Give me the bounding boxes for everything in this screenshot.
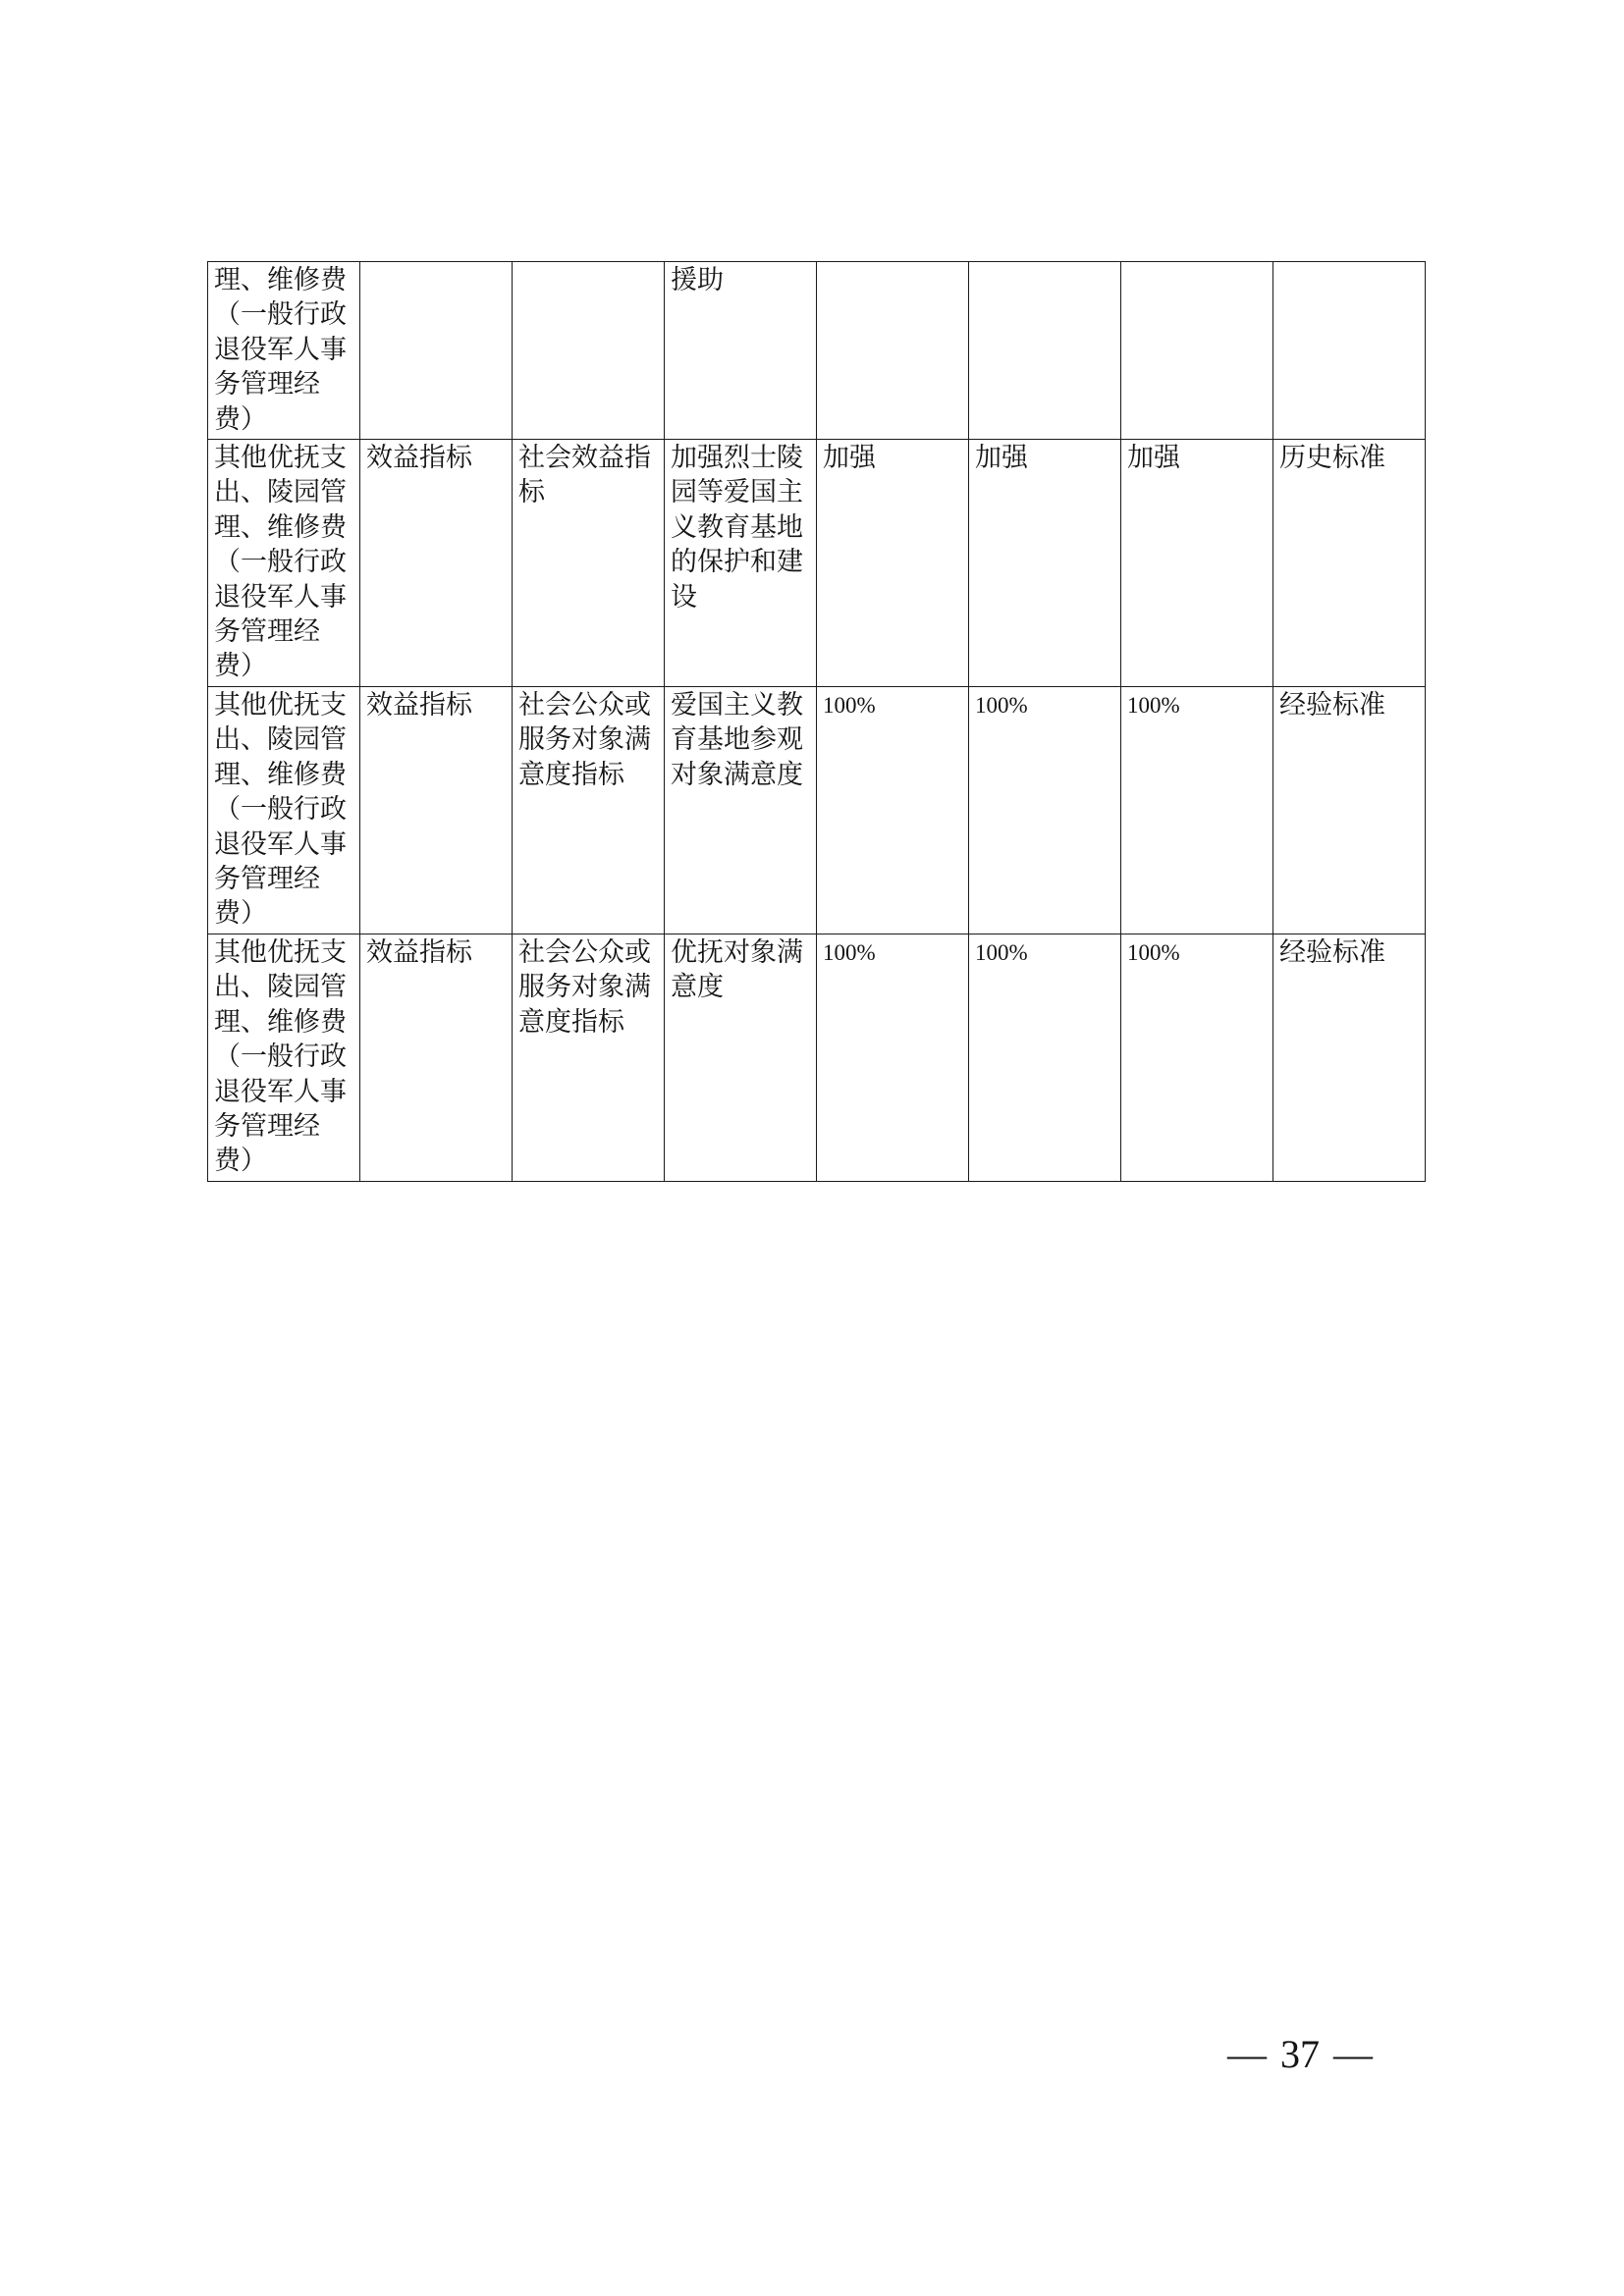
table-cell [513,262,665,440]
table-cell: 其他优抚支出、陵园管理、维修费（一般行政退役军人事务管理经费） [208,440,360,687]
table-cell [1121,262,1273,440]
table-cell [817,262,969,440]
page-number: — 37 — [1227,2032,1373,2076]
table-cell: 经验标准 [1273,687,1426,934]
table-cell: 100% [969,687,1121,934]
indicator-table [207,261,1426,1182]
table-body [208,262,1426,1182]
table-cell: 加强 [1121,440,1273,687]
table-cell [360,262,513,440]
table-cell: 历史标准 [1273,440,1426,687]
table-cell: 经验标准 [1273,934,1426,1182]
table-cell: 效益指标 [360,687,513,934]
table-cell: 社会效益指标 [513,440,665,687]
table-cell: 效益指标 [360,440,513,687]
table-cell: 100% [1121,934,1273,1182]
table-cell: 100% [817,687,969,934]
table-cell: 100% [969,934,1121,1182]
table-row [208,934,1426,1182]
table-cell: 优抚对象满意度 [665,934,817,1182]
table-row [208,440,1426,687]
table-row [208,262,1426,440]
table-cell: 其他优抚支出、陵园管理、维修费（一般行政退役军人事务管理经费） [208,934,360,1182]
table-cell: 社会公众或服务对象满意度指标 [513,934,665,1182]
table-cell: 加强烈士陵园等爱国主义教育基地的保护和建设 [665,440,817,687]
table-cell: 援助 [665,262,817,440]
table-row [208,687,1426,934]
table-cell: 100% [817,934,969,1182]
table-cell: 100% [1121,687,1273,934]
table-cell: 爱国主义教育基地参观对象满意度 [665,687,817,934]
table-cell: 理、维修费（一般行政退役军人事务管理经费） [208,262,360,440]
table-cell [969,262,1121,440]
table-cell: 效益指标 [360,934,513,1182]
table-cell: 社会公众或服务对象满意度指标 [513,687,665,934]
table-cell: 加强 [817,440,969,687]
table-cell [1273,262,1426,440]
table-cell: 加强 [969,440,1121,687]
table-cell: 其他优抚支出、陵园管理、维修费（一般行政退役军人事务管理经费） [208,687,360,934]
